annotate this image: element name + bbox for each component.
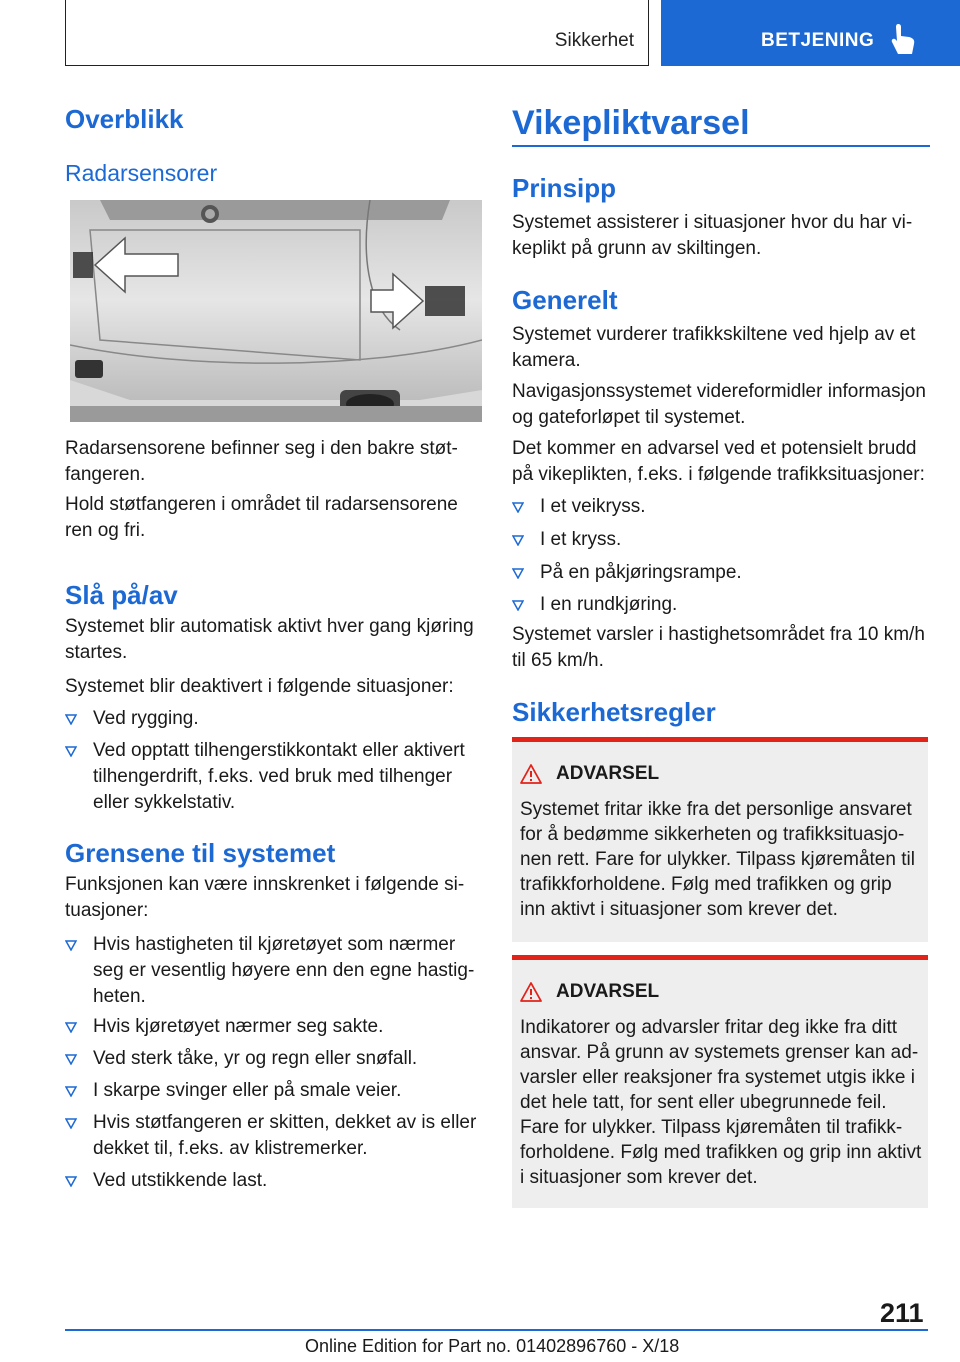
page-number: 211 [880, 1298, 924, 1328]
footer-edition-text: Online Edition for Part no. 01402896760 - X/18 [305, 1336, 680, 1356]
triangle-bullet-icon [65, 1054, 77, 1065]
triangle-bullet-icon [65, 940, 77, 951]
warning-heading: ADVARSEL [520, 981, 659, 1003]
hand-pointer-icon [889, 22, 919, 56]
header-section-title: Sikkerhet [554, 30, 634, 51]
warning-triangle-icon [520, 764, 542, 784]
radar-clean-paragraph: Hold støtfangeren i området til radarsensorene ren og fri. [65, 494, 458, 541]
general-paragraph-1: Systemet vurderer trafikkskiltene ved hjelp av et kamera. [512, 324, 916, 371]
warning-bar [512, 737, 928, 742]
triangle-bullet-icon [65, 1086, 77, 1097]
car-rear-radar-illustration [70, 200, 482, 422]
triangle-bullet-icon [65, 746, 77, 757]
heading-grensene: Grensene til systemet [65, 838, 336, 868]
header-chapter-tab[interactable] [661, 0, 960, 66]
heading-generelt: Generelt [512, 285, 618, 315]
triangle-bullet-icon [512, 535, 524, 546]
heading-sla-pa-av: Slå på/av [65, 580, 178, 610]
footer-divider [65, 1329, 928, 1331]
heading-prinsipp: Prinsipp [512, 173, 617, 203]
general-paragraph-3: Det kommer en advarsel ved et potensielt brudd på vikeplikten, f.eks. i følgende trafikksituasjoner: [512, 438, 925, 485]
section-title-vikepliktvarsel: Vikepliktvarsel [512, 104, 750, 142]
title-divider [512, 145, 930, 147]
triangle-bullet-icon [65, 1022, 77, 1033]
warning-bar [512, 955, 928, 960]
triangle-bullet-icon [512, 600, 524, 611]
page-header [0, 0, 960, 66]
warning-triangle-icon [520, 982, 542, 1002]
warning-heading: ADVARSEL [520, 763, 659, 785]
triangle-bullet-icon [65, 1176, 77, 1187]
limits-paragraph: Funksjonen kan være innskrenket i følgende si- tuasjoner: [65, 874, 465, 921]
triangle-bullet-icon [65, 1118, 77, 1129]
subsection-title-radarsensorer: Radarsensorer [65, 160, 218, 186]
principle-paragraph: Systemet assisterer i situasjoner hvor du har vi- keplikt på grunn av skiltingen. [512, 212, 913, 259]
header-chapter-label: BETJENING [761, 30, 875, 51]
heading-sikkerhetsregler: Sikkerhetsregler [512, 697, 716, 727]
warning-text-2: Indikatorer og advarsler fritar deg ikke fra ditt ansvar. På grunn av systemets grenser kan ad- varsler eller reaksjoner fra systemet utgis ikke i det hele tatt, for sent eller ubegrunnede feil. Fare for ulykker. Tilpass kjøremåten til trafikk- forholdene. Følg med trafikken og grip inn aktivt i situasjoner som krever det. [520, 1017, 922, 1188]
header-section-box [65, 0, 649, 66]
triangle-bullet-icon [512, 502, 524, 513]
onoff-paragraph-1: Systemet blir automatisk aktivt hver gang kjøring startes. [65, 616, 474, 663]
warning-text-1: Systemet fritar ikke fra det personlige ansvaret for å bedømme sikkerheten og trafikksituasjo- nen rett. Fare for ulykker. Tilpass kjøremåten til trafikkforholdene. Følg med trafikken og grip inn aktivt i situasjoner som krever det. [520, 799, 915, 920]
radar-location-paragraph: Radarsensorene befinner seg i den bakre støt- fangeren. [65, 438, 458, 485]
warning-box-1 [512, 737, 928, 942]
onoff-paragraph-2: Systemet blir deaktivert i følgende situasjoner: [65, 676, 454, 697]
general-paragraph-2: Navigasjonssystemet videreformidler informasjon og gateforløpet til systemet. [512, 381, 926, 428]
triangle-bullet-icon [65, 714, 77, 725]
warning-box-2 [512, 955, 928, 1208]
general-paragraph-4: Systemet varsler i hastighetsområdet fra 10 km/h til 65 km/h. [512, 624, 925, 671]
section-title-overblikk: Overblikk [65, 104, 184, 134]
triangle-bullet-icon [512, 568, 524, 579]
